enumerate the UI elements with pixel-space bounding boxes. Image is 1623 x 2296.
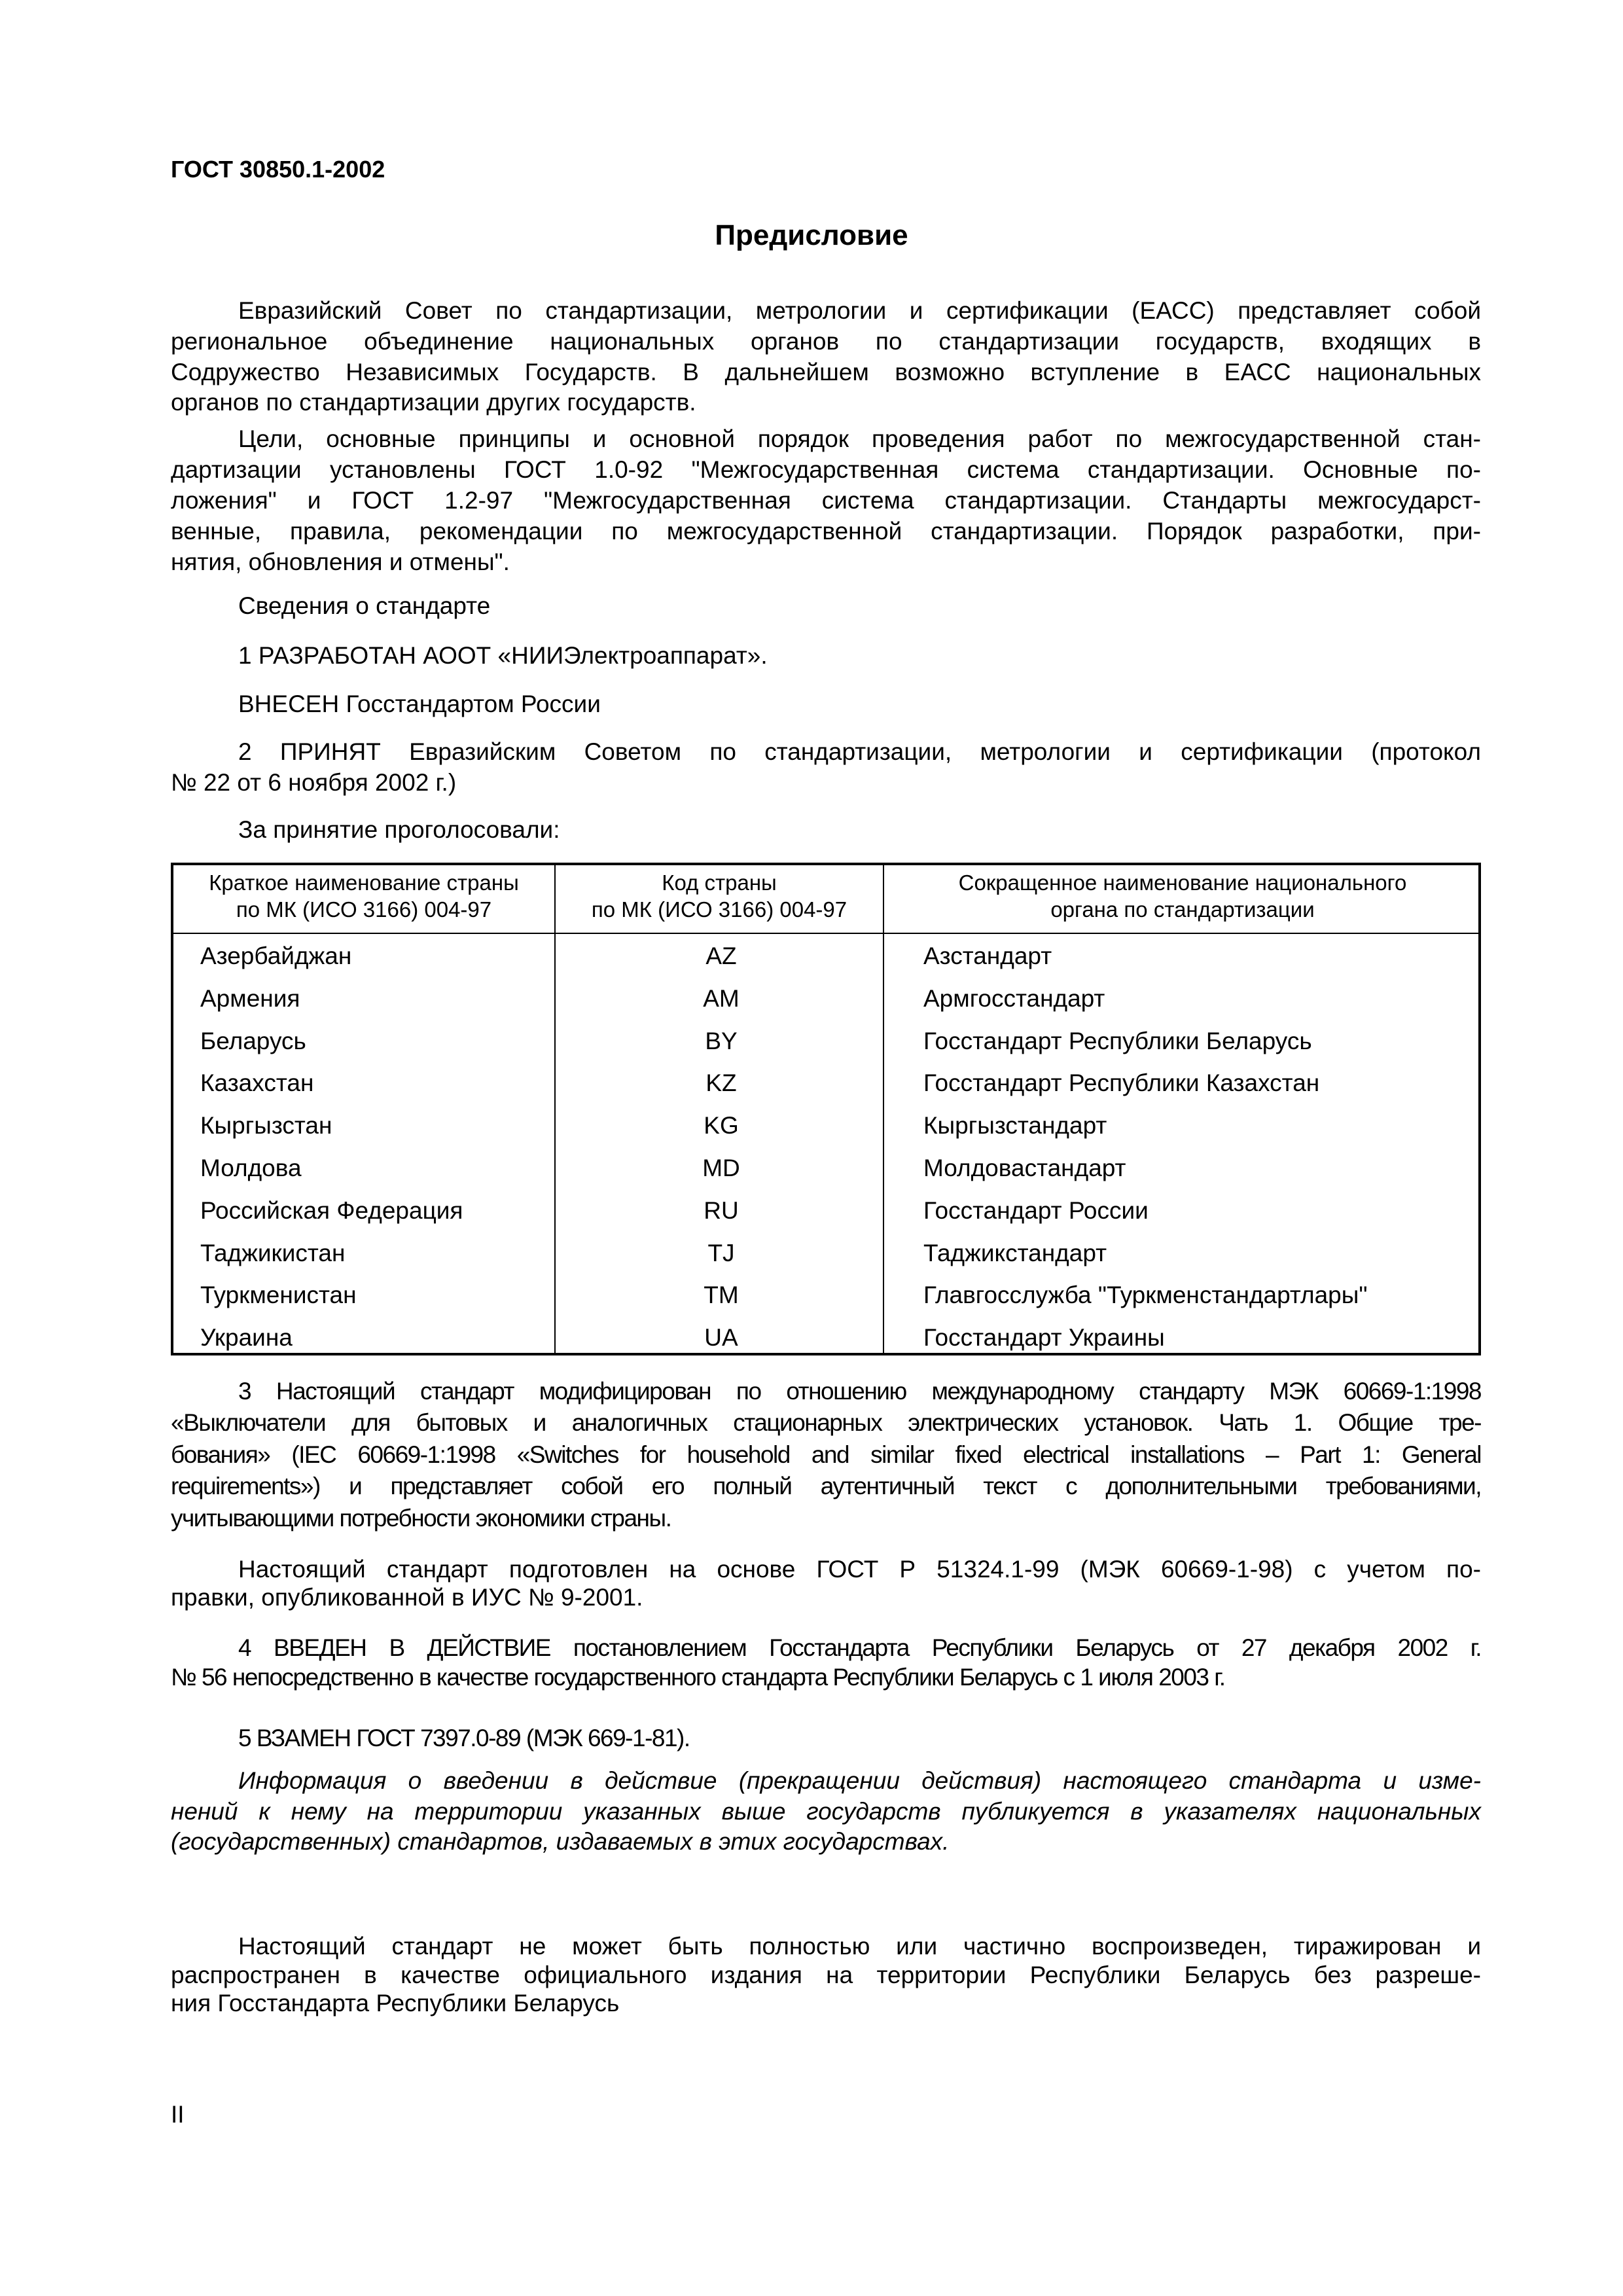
text-line: органов по стандартизации других государств. [171, 389, 696, 416]
national-body-cell: Госстандарт Украины [923, 1324, 1165, 1352]
national-body-cell: Госстандарт России [923, 1196, 1149, 1224]
header-line: Код страны [662, 870, 777, 895]
header-line: Сокращенное наименование национального [958, 870, 1407, 895]
country-code-cell: KZ [705, 1069, 737, 1097]
header-line: по МК (ИСО 3166) 004-97 [591, 897, 847, 922]
text-line: ложения" и ГОСТ 1.2-97 "Межгосударственная система стандартизации. Стандарты межгосударст- [171, 487, 1481, 514]
national-body-cell: Азстандарт [923, 942, 1052, 969]
text-line: «Выключатели для бытовых и аналогичных стационарных электрических установок. Чать 1. Общие тре- [171, 1409, 1481, 1436]
text-line: нятия, обновления и отмены". [171, 548, 510, 575]
country-code-cell: AM [703, 984, 740, 1012]
country-name-cell: Российская Федерация [200, 1196, 463, 1224]
text-line: requirements») и представляет собой его полный аутентичный текст с дополнительными требованиями, [171, 1473, 1481, 1499]
header-line: по МК (ИСО 3166) 004-97 [236, 897, 492, 922]
page-title: Предисловие [715, 219, 908, 251]
text-line: дартизации установлены ГОСТ 1.0-92 "Межгосударственная система стандартизации. Основные по- [171, 456, 1481, 483]
country-name-cell: Казахстан [200, 1069, 314, 1097]
header-country-name [173, 869, 554, 923]
voted-label: За принятие проголосовали: [238, 816, 560, 843]
text-line: № 56 непосредственно в качестве государственного стандарта Республики Беларусь с 1 июля 2003 г. [171, 1664, 1225, 1691]
text-line: учитывающими потребности экономики страны. [171, 1505, 671, 1532]
country-name-cell: Беларусь [200, 1027, 306, 1054]
national-body-cell: Молдовастандарт [923, 1155, 1126, 1181]
text-line: (государственных) стандартов, издаваемых в этих государствах. [171, 1828, 950, 1855]
text-line: 3 Настоящий стандарт модифицирован по отношению международному стандарту МЭК 60669-1:1998 [238, 1378, 1481, 1405]
item-introduced: ВНЕСЕН Госстандартом России [238, 691, 601, 717]
text-line: ния Госстандарта Республики Беларусь [171, 1990, 620, 2017]
country-name-cell: Туркменистан [200, 1282, 357, 1309]
header-line: Краткое наименование страны [209, 870, 519, 895]
text-line: распространен в качестве официального издания на территории Республики Беларусь без разреше- [171, 1962, 1481, 1988]
national-body-cell: Таджикстандарт [923, 1239, 1107, 1266]
item-replaces: 5 ВЗАМЕН ГОСТ 7397.0-89 (МЭК 669-1-81). [238, 1725, 690, 1751]
text-line: 2 ПРИНЯТ Евразийским Советом по стандартизации, метрологии и сертификации (протокол [238, 738, 1481, 765]
country-name-cell: Армения [200, 984, 300, 1012]
country-name-cell: Молдова [200, 1155, 302, 1181]
page-number: II [171, 2101, 185, 2128]
text-line: Настоящий стандарт не может быть полностью или частично воспроизведен, тиражирован и [238, 1933, 1481, 1960]
text-line: № 22 от 6 ноября 2002 г.) [171, 769, 457, 796]
country-code-cell: UA [704, 1324, 738, 1352]
item-developed: 1 РАЗРАБОТАН АООТ «НИИЭлектроаппарат». [238, 642, 768, 669]
document-code: ГОСТ 30850.1-2002 [171, 156, 385, 183]
national-body-cell: Кыргызстандарт [923, 1112, 1107, 1139]
country-code-cell: TM [704, 1282, 739, 1309]
header-divider [173, 933, 1478, 934]
column-divider [883, 865, 884, 1353]
national-body-cell: Госстандарт Республики Беларусь [923, 1027, 1312, 1054]
text-line: венные, правила, рекомендации по межгосударственной стандартизации. Порядок разработки, при- [171, 518, 1481, 545]
text-line: 4 ВВЕДЕН В ДЕЙСТВИЕ постановлением Госстандарта Республики Беларусь от 27 декабря 2002 г. [238, 1634, 1481, 1661]
text-line: нений к нему на территории указанных выше государств публикуется в указателях национальных [171, 1798, 1481, 1825]
country-name-cell: Украина [200, 1324, 293, 1352]
text-line: Настоящий стандарт подготовлен на основе ГОСТ Р 51324.1-99 (МЭК 60669-1-98) с учетом по- [238, 1556, 1481, 1583]
country-code-cell: TJ [707, 1239, 735, 1266]
country-code-cell: AZ [705, 942, 737, 969]
column-divider [554, 865, 556, 1353]
national-body-cell: Госстандарт Республики Казахстан [923, 1069, 1320, 1097]
text-line: Цели, основные принципы и основной порядок проведения работ по межгосударственной стан- [238, 425, 1481, 452]
text-line: Информация о введении в действие (прекращении действия) настоящего стандарта и изме- [238, 1767, 1481, 1794]
text-line: правки, опубликованной в ИУС № 9-2001. [171, 1584, 643, 1611]
country-name-cell: Кыргызстан [200, 1112, 332, 1139]
text-line: Евразийский Совет по стандартизации, метрологии и сертификации (ЕАСС) представляет собой [238, 297, 1481, 324]
header-national-body [884, 869, 1481, 923]
header-line: органа по стандартизации [1050, 897, 1315, 922]
info-heading: Сведения о стандарте [238, 592, 491, 619]
national-body-cell: Армгосстандарт [923, 984, 1105, 1012]
country-code-cell: KG [704, 1112, 739, 1139]
text-line: региональное объединение национальных органов по стандартизации государств, входящих в [171, 328, 1481, 355]
header-country-code [556, 869, 883, 923]
country-name-cell: Таджикистан [200, 1239, 346, 1266]
text-line: Содружество Независимых Государств. В дальнейшем возможно вступление в ЕАСС национальных [171, 359, 1481, 386]
text-line: бования» (IEC 60669-1:1998 «Switches for household and similar fixed electrical installations – Part 1: General [171, 1441, 1481, 1468]
country-name-cell: Азербайджан [200, 942, 352, 969]
voting-table [171, 863, 1481, 1355]
country-code-cell: RU [704, 1196, 739, 1224]
country-code-cell: BY [705, 1027, 738, 1054]
national-body-cell: Главгосслужба "Туркменстандартлары" [923, 1282, 1368, 1309]
country-code-cell: MD [702, 1155, 740, 1181]
